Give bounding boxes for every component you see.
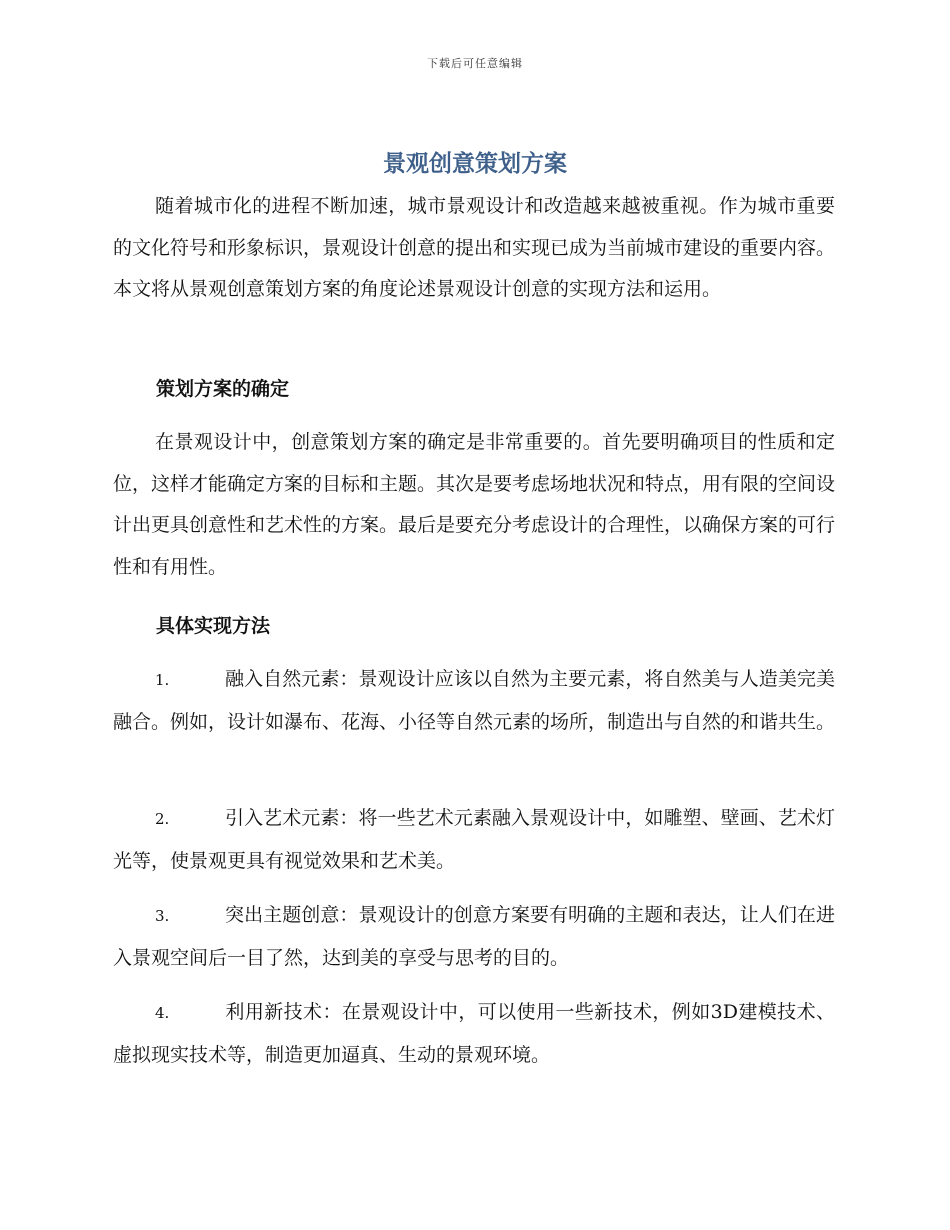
- list-number: 4.: [155, 1004, 170, 1022]
- list-number: 2.: [155, 810, 170, 828]
- list-item-text: 引入艺术元素：将一些艺术元素融入景观设计中，如雕塑、壁画、艺术灯光等，使景观更具有视觉效果和艺术美。: [113, 807, 835, 872]
- list-item-2: [113, 798, 835, 882]
- section-plan-paragraph: 在景观设计中，创意策划方案的确定是非常重要的。首先要明确项目的性质和定位，这样才能确定方案的目标和主题。其次是要考虑场地状况和特点，用有限的空间设计出更具创意性和艺术性的方案。最后是要充分考虑设计的合理性，以确保方案的可行性和有用性。: [113, 431, 836, 578]
- list-item-1: [113, 659, 835, 743]
- list-number: 3.: [155, 907, 170, 925]
- list-item-text: 融入自然元素：景观设计应该以自然为主要元素，将自然美与人造美完美融合。例如，设计如瀑布、花海、小径等自然元素的场所，制造出与自然的和谐共生。: [113, 668, 836, 733]
- document-title: 景观创意策划方案: [383, 151, 567, 177]
- list-item-text: 突出主题创意：景观设计的创意方案要有明确的主题和表达，让人们在进入景观空间后一目了然，达到美的享受与思考的目的。: [113, 904, 835, 969]
- section-heading-methods: 具体实现方法: [156, 615, 271, 637]
- list-item-text: 利用新技术：在景观设计中，可以使用一些新技术，例如3D建模技术、虚拟现实技术等，制造更加逼真、生动的景观环境。: [113, 1001, 835, 1066]
- section-heading-plan: 策划方案的确定: [156, 378, 290, 400]
- intro-block: [113, 186, 835, 311]
- list-number: 1.: [155, 671, 170, 689]
- list-item-4: [113, 992, 835, 1076]
- section-plan-block: [113, 422, 835, 588]
- intro-paragraph: 随着城市化的进程不断加速，城市景观设计和改造越来越被重视。作为城市重要的文化符号和形象标识，景观设计创意的提出和实现已成为当前城市建设的重要内容。本文将从景观创意策划方案的角度论述景观设计创意的实现方法和运用。: [113, 195, 836, 300]
- header-note: 下载后可任意编辑: [427, 57, 523, 70]
- list-item-3: [113, 895, 835, 979]
